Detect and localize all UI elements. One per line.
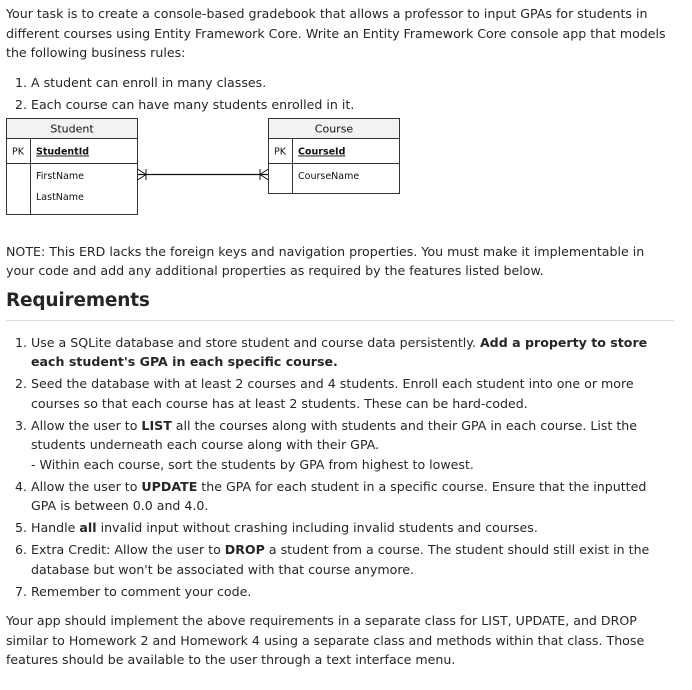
business-rules-list — [6, 73, 674, 115]
requirement-item — [31, 518, 674, 538]
business-rule: 2. Each course can have many students enrolled in it. — [31, 95, 674, 115]
student-pk-field: StudentId — [36, 146, 90, 157]
student-pk-tag: PK — [12, 146, 24, 157]
student-entity — [7, 118, 138, 214]
req-keyword: all — [79, 520, 97, 535]
student-field: LastName — [36, 191, 84, 203]
requirement-item — [31, 540, 674, 579]
business-rule: 1. A student can enroll in many classes. — [31, 73, 674, 93]
req-text: invalid input without crashing including invalid students and courses. — [96, 520, 538, 535]
erd-diagram — [6, 118, 686, 236]
course-entity — [269, 118, 400, 193]
req-keyword: DROP — [224, 542, 265, 557]
erd-svg — [6, 118, 686, 236]
requirement-item — [31, 477, 674, 516]
many-to-many-relationship — [138, 169, 269, 180]
student-entity-title: Student — [50, 122, 94, 135]
req-subnote: - Within each course, sort the students by GPA from highest to lowest. — [31, 456, 474, 472]
footer-paragraph: Your app should implement the above requirements in a separate class for LIST, UPDATE, and DROP similar to Homework 2 and Homework 4 using a separate class and methods within that class. Those features should be available to the user through a text interface menu. — [6, 613, 645, 667]
requirement-item: 2. Seed the database with at least 2 courses and 4 students. Enroll each student into one or more courses so that each course has at least 2 students. These can be hard-coded. — [31, 374, 674, 413]
requirements-heading: Requirements — [6, 289, 674, 321]
req-text: Allow the user to — [31, 417, 142, 433]
course-pk-tag: PK — [274, 146, 286, 157]
req-text: Use a SQLite database and store student and course data persistently. — [31, 334, 480, 350]
req-text: a student from a course. The student should still exist in the database but won't be associated with that course anymore. — [31, 542, 650, 577]
requirement-item: 7. Remember to comment your code. — [31, 582, 674, 602]
req-emphasis: Add a property to store each student's GPA in each specific course. — [31, 334, 648, 369]
req-text: the GPA for each student in a specific course. Ensure that the inputted GPA is between 0.0 and 4.0. — [31, 478, 647, 513]
requirement-item — [31, 416, 674, 475]
erd-note: NOTE: This ERD lacks the foreign keys and navigation properties. You must make it implementable in your code and add any additional properties as required by the features listed below. — [6, 243, 645, 278]
req-text: all the courses along with students and their GPA in each course. List the students underneath each course along with their GPA. — [31, 417, 638, 452]
req-keyword: LIST — [141, 417, 172, 433]
req-text: Allow the user to — [31, 478, 142, 494]
course-pk-field: CourseId — [298, 146, 346, 157]
requirement-item — [31, 333, 674, 372]
intro-paragraph: Your task is to create a console-based gradebook that allows a professor to input GPAs for students in different courses using Entity Framework Core. Write an Entity Framework Core console app that models the following business rules: — [6, 6, 666, 60]
req-text: Extra Credit: Allow the user to — [31, 542, 225, 557]
requirements-list — [6, 333, 674, 602]
req-text: Handle — [31, 520, 80, 535]
student-field: FirstName — [36, 170, 85, 182]
req-keyword: UPDATE — [141, 478, 198, 494]
course-entity-title: Course — [314, 122, 354, 135]
course-field: CourseName — [298, 170, 360, 182]
